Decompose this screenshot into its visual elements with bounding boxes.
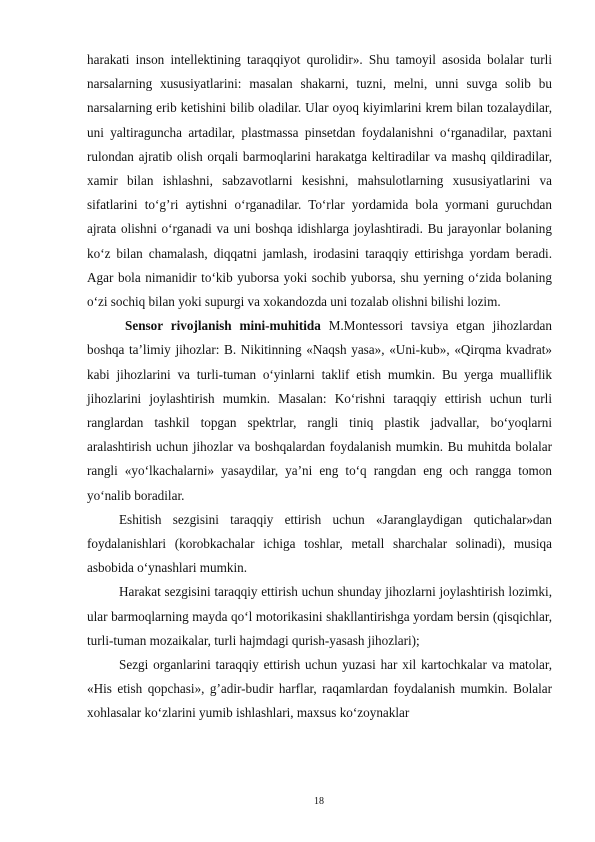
paragraph-text: Eshitish sezgisini taraqqiy ettirish uchun «Jaranglaydigan qutichalar»dan foydalanishlari (korobkachalar ichiga toshlar, metall sharchalar solinadi), musiqa asbobida o‘ynashlari mumkin. (87, 511, 552, 576)
paragraph-continuation (87, 48, 552, 314)
paragraph-hearing (87, 508, 552, 581)
paragraph-text: Sezgi organlarini taraqqiy ettirish uchun yuzasi har xil kartochkalar va matolar, «His etish qopchasi», g’adir-budir harflar, raqamlardan foydalanish mumkin. Bolalar xohlasalar ko‘zlarini yumib ishlashlari, maxsus ko‘zoynaklar (87, 657, 552, 721)
paragraph-senses (87, 653, 552, 726)
paragraph-heading-bold: Sensor rivojlanish mini-muhitida (125, 318, 321, 334)
paragraph-sensor-environment (87, 314, 552, 508)
paragraph-text: harakati inson intellektining taraqqiyot qurolidir». Shu tamoyil asosida bolalar turli narsalarning xususiyatlarini: masalan shakarni, tuzni, melni, unni suvga solib bu narsalarning erib ketishini bilib oladilar. Ular oyoq kiyimlarini krem bilan tozalaydilar, uni yaltiraguncha artadilar, plastmassa pinsetdan foydalanishni o‘rganadilar, paxtani rulondan ajratib olish orqali barmoqlarini harakatga keltiradilar va mashq qildiradilar, xamir bilan ishlashni, sabzavotlarni kesishni, mahsulotlarning xususiyatlarini va sifatlarini to‘g’ri aytishni o‘rganadilar. To‘rlar yordamida bola yormani guruchdan ajrata olishni o‘rganadi va uni boshqa idishlarga joylashtiradi. Bu jarayonlar bolaning ko‘z bilan chamalash, diqqatni jamlash, irodasini taraqqiy ettirishga yordam beradi. Agar bola nimanidir to‘kib yuborsa yoki sochib yuborsa, shu yerning o‘zida bolaning o‘zi sochiq bilan yoki supurgi va xokandozda uni tozalab olishni bilishi lozim. (87, 52, 552, 310)
paragraph-motor (87, 580, 552, 653)
page-body (87, 48, 552, 726)
paragraph-text: M.Montessori tavsiya etgan jihozlardan boshqa ta’limiy jihozlar: B. Nikitinning «Naqsh yasa», «Uni-kub», «Qirqma kvadrat» kabi jihozlarini va turli-tuman o‘yinlarni taklif etish mumkin. Bu yerga mualliflik jihozlarini joylashtirish mumkin. Masalan: Ko‘rishni taraqqiy ettirish uchun turli ranglardan tashkil topgan spektrlar, rangli tiniq plastik jadvallar, bo‘yoqlarni aralashtirish uchun jihozlar va boshqalardan foydalanish mumkin. Bu muhitda bolalar rangli «yo‘lkachalarni» yasaydilar, ya’ni eng to‘q rangdan eng och rangga tomon yo‘nalib boradilar. (87, 318, 552, 503)
paragraph-text: Harakat sezgisini taraqqiy ettirish uchun shunday jihozlarni joylashtirish lozimki, ular barmoqlarning mayda qo‘l motorikasini shakllantirishga yordam bersin (qisqichlar, turli-tuman mozaikalar, turli hajmdagi qurish-yasash jihozlari); (87, 584, 552, 648)
page-number: 18 (314, 796, 324, 807)
